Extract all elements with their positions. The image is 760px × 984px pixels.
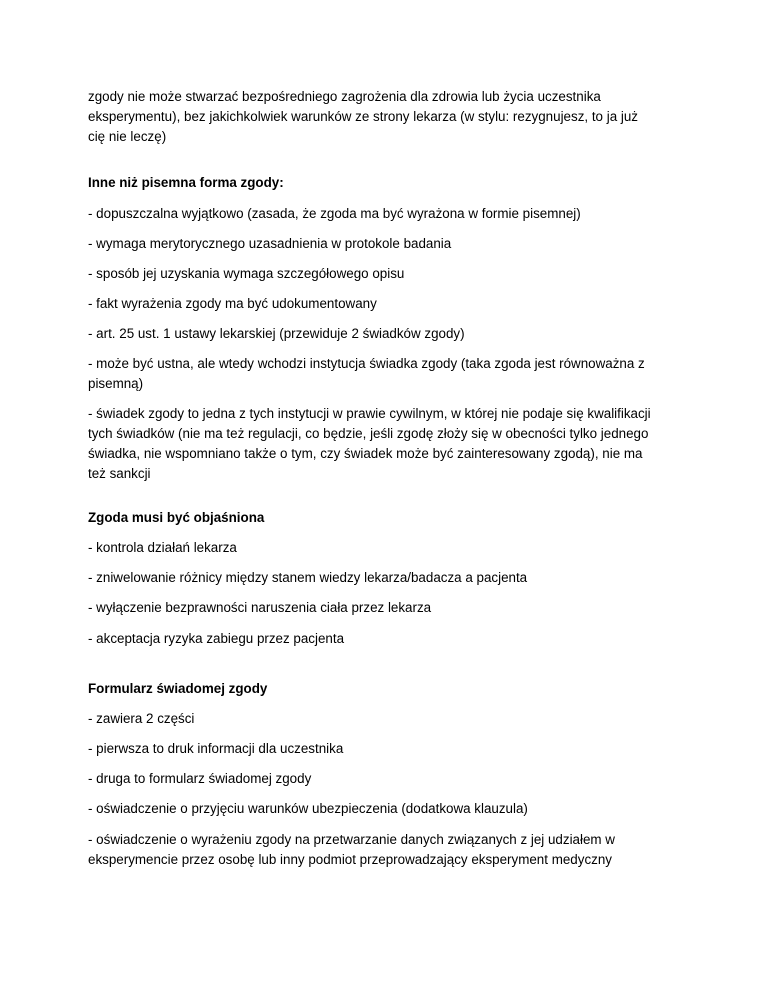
list-item-text: pisemną) [88, 376, 144, 391]
list-item [88, 739, 678, 759]
list-item-text: - dopuszczalna wyjątkowo (zasada, że zgoda ma być wyrażona w formie pisemnej) [88, 206, 581, 221]
list-item [88, 709, 678, 729]
list-item-text: - zniwelowanie różnicy między stanem wiedzy lekarza/badacza a pacjenta [88, 570, 528, 585]
list-item-text: - kontrola działań lekarza [88, 540, 237, 555]
list-item-text: eksperymencie przez osobę lub inny podmiot przeprowadzający eksperyment medyczny [88, 852, 612, 867]
list-item [88, 354, 678, 394]
intro-paragraph [88, 87, 678, 147]
list-item-text: - sposób jej uzyskania wymaga szczegółowego opisu [88, 266, 405, 281]
list-item-text: - oświadczenie o przyjęciu warunków ubezpieczenia (dodatkowa klauzula) [88, 801, 528, 816]
list-item [88, 598, 678, 618]
list-item [88, 769, 678, 789]
list-item-text: - świadek zgody to jedna z tych instytucji w prawie cywilnym, w której nie podaje się kwalifikacji [88, 406, 651, 421]
list-item-text: też sankcji [88, 466, 151, 481]
intro-line: zgody nie może stwarzać bezpośredniego zagrożenia dla zdrowia lub życia uczestnika [88, 89, 601, 104]
list-item [88, 234, 678, 254]
list-item-text: - pierwsza to druk informacji dla uczestnika [88, 741, 344, 756]
section-heading: Zgoda musi być objaśniona [88, 510, 265, 525]
list-item-text: tych świadków (nie ma też regulacji, co będzie, jeśli zgodę złoży się w obecności tylko jednego [88, 426, 649, 441]
list-item [88, 324, 678, 344]
list-item [88, 404, 678, 484]
list-item [88, 264, 678, 284]
intro-line: eksperymentu), bez jakichkolwiek warunków ze strony lekarza (w stylu: rezygnujesz, to ja już [88, 109, 638, 124]
section-heading: Inne niż pisemna forma zgody: [88, 175, 284, 190]
intro-line: cię nie leczę) [88, 129, 167, 144]
section-heading: Formularz świadomej zgody [88, 681, 268, 696]
list-item-text: świadka, nie wspomniano także o tym, czy świadek może być zainteresowany zgodą), nie ma [88, 446, 643, 461]
list-item-text: - fakt wyrażenia zgody ma być udokumentowany [88, 296, 377, 311]
list-item-text: - akceptacja ryzyka zabiegu przez pacjenta [88, 631, 345, 646]
list-item [88, 799, 678, 819]
list-item-text: - wymaga merytorycznego uzasadnienia w protokole badania [88, 236, 452, 251]
list-item [88, 294, 678, 314]
list-item-text: - druga to formularz świadomej zgody [88, 771, 312, 786]
list-item-text: - zawiera 2 części [88, 711, 195, 726]
list-item [88, 629, 678, 649]
list-item [88, 538, 678, 558]
list-item-text: - może być ustna, ale wtedy wchodzi instytucja świadka zgody (taka zgoda jest równoważna z [88, 356, 645, 371]
list-item-text: - wyłączenie bezprawności naruszenia ciała przez lekarza [88, 600, 432, 615]
list-item [88, 568, 678, 588]
list-item [88, 204, 678, 224]
list-item-text: - oświadczenie o wyrażeniu zgody na przetwarzanie danych związanych z jej udziałem w [88, 832, 615, 847]
list-item-text: - art. 25 ust. 1 ustawy lekarskiej (przewiduje 2 świadków zgody) [88, 326, 465, 341]
list-item [88, 830, 678, 870]
